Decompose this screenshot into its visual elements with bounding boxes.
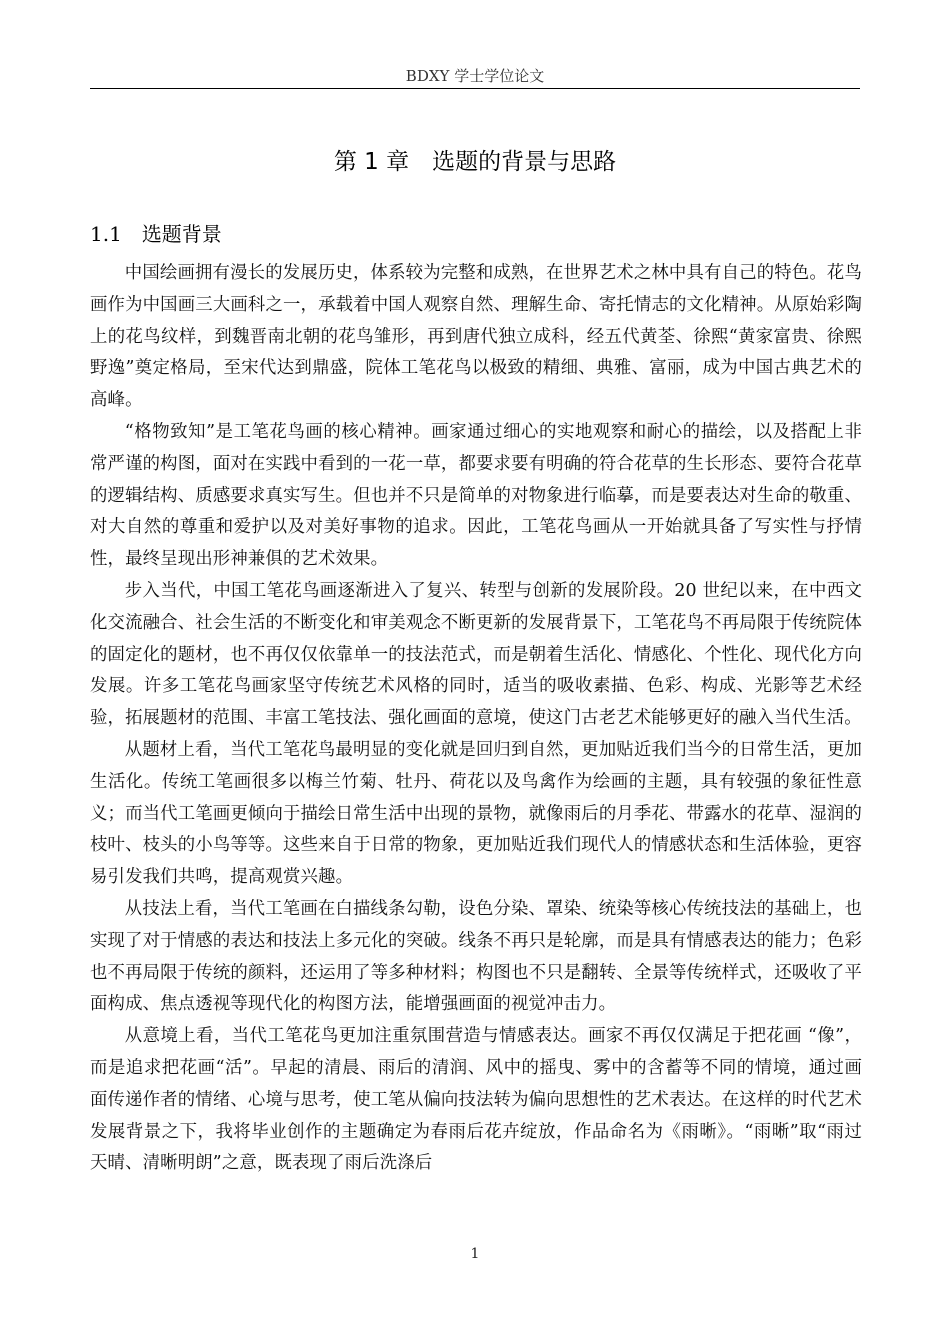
section-title: 选题背景 <box>141 222 222 246</box>
paragraph: 从题材上看，当代工笔花鸟最明显的变化就是回归到自然，更加贴近我们当今的日常生活，更加生活化。传统工笔画很多以梅兰竹菊、牡丹、荷花以及鸟禽作为绘画的主题，具有较强的象征性意义；而当代工笔画更倾向于描绘日常生活中出现的景物，就像雨后的月季花、带露水的花草、湿润的枝叶、枝头的小鸟等等。这些来自于日常的物象，更加贴近我们现代人的情感状态和生活体验，更容易引发我们共鸣，提高观赏兴趣。 <box>90 739 862 888</box>
page-header: BDXY 学士学位论文 <box>90 64 860 89</box>
section-number: 1.1 <box>90 222 122 246</box>
body-text <box>90 258 862 1180</box>
page-number: 1 <box>470 1246 480 1262</box>
section-heading <box>90 214 222 254</box>
paragraph: 中国绘画拥有漫长的发展历史，体系较为完整和成熟，在世界艺术之林中具有自己的特色。花鸟画作为中国画三大画科之一，承载着中国人观察自然、理解生命、寄托情志的文化精神。从原始彩陶上的花鸟纹样，到魏晋南北朝的花鸟雏形，再到唐代独立成科，经五代黄荃、徐熙“黄家富贵、徐熙野逸”奠定格局，至宋代达到鼎盛，院体工笔花鸟以极致的精细、典雅、富丽，成为中国古典艺术的高峰。 <box>90 263 862 411</box>
chapter-title: 第 1 章 选题的背景与思路 <box>333 149 617 175</box>
paragraph: “格物致知”是工笔花鸟画的核心精神。画家通过细心的实地观察和耐心的描绘，以及搭配上非常严谨的构图，面对在实践中看到的一花一草，都要求要有明确的符合花草的生长形态、要符合花草的逻辑结构、质感要求真实写生。但也并不只是简单的对物象进行临摹，而是要表达对生命的敬重、对大自然的尊重和爱护以及对美好事物的追求。因此，工笔花鸟画从一开始就具备了写实性与抒情性，最终呈现出形神兼俱的艺术效果。 <box>90 421 862 570</box>
paragraph: 从意境上看，当代工笔花鸟更加注重氛围营造与情感表达。画家不再仅仅满足于把花画 “像”，而是追求把花画“活”。早起的清晨、雨后的清润、风中的摇曳、雾中的含蓄等不同的情境，通过画面传递作者的情绪、心境与思考，使工笔从偏向技法转为偏向思想性的艺术表达。在这样的时代艺术发展背景之下，我将毕业创作的主题确定为春雨后花卉绽放，作品命名为《雨晰》。“雨晰”取“雨过天晴、清晰明朗”之意，既表现了雨后洗涤后 <box>90 1026 862 1174</box>
paragraph: 从技法上看，当代工笔画在白描线条勾勒，设色分染、罩染、统染等核心传统技法的基础上，也实现了对于情感的表达和技法上多元化的突破。线条不再只是轮廓，而是具有情感表达的能力；色彩也不再局限于传统的颜料，还运用了等多种材料；构图也不只是翻转、全景等传统样式，还吸收了平面构成、焦点透视等现代化的构图方法，能增强画面的视觉冲击力。 <box>90 898 862 1015</box>
paragraph: 步入当代，中国工笔花鸟画逐渐进入了复兴、转型与创新的发展阶段。20 世纪以来，在中西文化交流融合、社会生活的不断变化和审美观念不断更新的发展背景下，工笔花鸟不再局限于传统院体的固定化的题材，也不再仅仅依靠单一的技法范式，而是朝着生活化、情感化、个性化、现代化方向发展。许多工笔花鸟画家坚守传统艺术风格的同时，适当的吸收素描、色彩、构成、光影等艺术经验，拓展题材的范围、丰富工笔技法、强化画面的意境，使这门古老艺术能够更好的融入当代生活。 <box>90 580 862 729</box>
